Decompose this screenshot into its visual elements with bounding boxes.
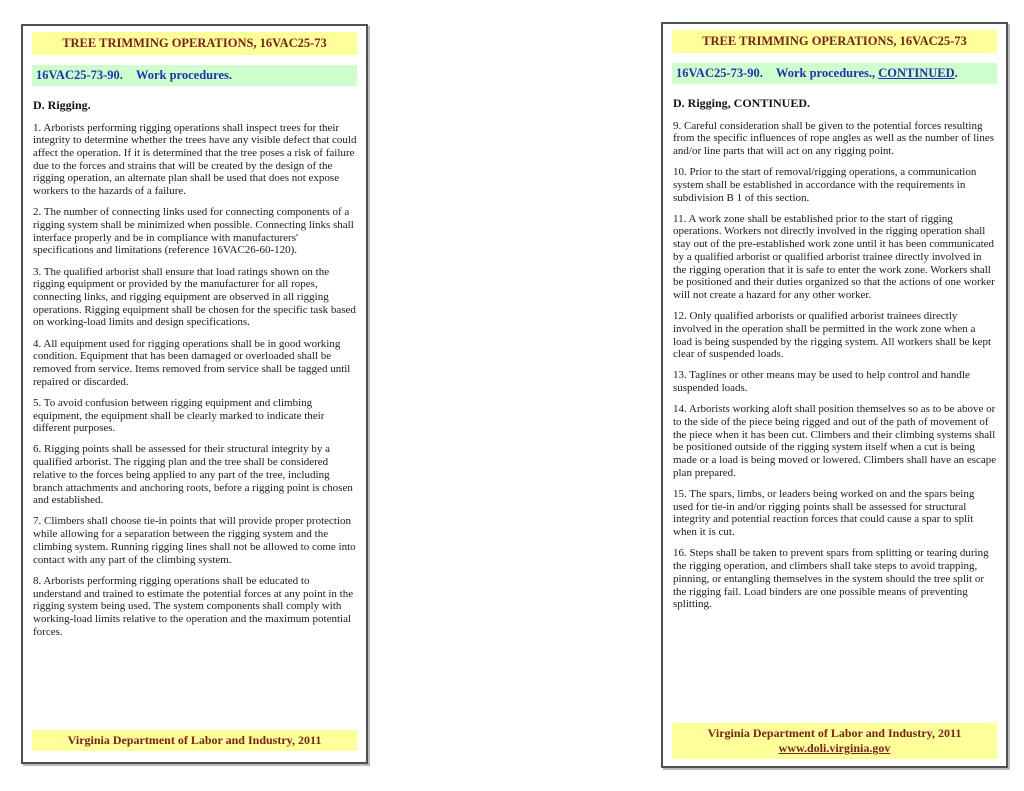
paragraph: 5. To avoid confusion between rigging equipment and climbing equipment, the equipment shall be clearly marked to indicate their different purposes.: [33, 396, 325, 435]
section-title: Work procedures.: [135, 68, 232, 82]
page-footer: [672, 723, 997, 759]
page-right: [661, 22, 1008, 768]
paragraph: 1. Arborists performing rigging operations shall inspect trees for their integrity to determine whether the trees have any visible defect that could affect the operation. If it is determined that the tree poses a risk of failure due to the forces and strains that will be created by the design of the rigging operation, an alternate plan shall be used that does not expose workers to the hazards of a failure.: [33, 121, 357, 198]
paragraph: 10. Prior to the start of removal/rigging operations, a communication system shall be established in accordance with the requirements in subdivision B 1 of this section.: [673, 166, 977, 204]
page-banner-title: TREE TRIMMING OPERATIONS, 16VAC25-73: [672, 30, 997, 53]
paragraph: 3. The qualified arborist shall ensure that load ratings shown on the rigging equipment or provided by the manufacturer for all ropes, connecting links, and rigging equipment are observed in all rigging operations. Rigging equipment shall be chosen for the specific task based on working-load limits and design specifications.: [33, 265, 356, 329]
subsection-heading: D. Rigging.: [33, 98, 91, 112]
paragraph: 16. Steps shall be taken to prevent spars from splitting or tearing during the rigging operation, and climbers shall take steps to avoid trapping, pinning, or entangling themselves in the system should the tree split or the rigging fail. Load binders are one possible means of preventing splitting.: [673, 547, 989, 611]
paragraph: 14. Arborists working aloft shall position themselves so as to be above or to the side of the piece being rigged and out of the path of movement of the piece when it has been cut. Climbers and their climbing systems shall be positioned outside of the rigging system itself when a cut is being made or a load is being moved or lowered. Climbers shall have an escape plan prepared.: [673, 403, 997, 479]
section-code: 16VAC25-73-90.: [676, 66, 763, 80]
section-heading: [672, 63, 997, 84]
paragraph: 9. Careful consideration shall be given to the potential forces resulting from the specific influences of rope angles as well as the number of lines and/or line parts that will act on any rigging point.: [673, 119, 995, 157]
paragraph: 15. The spars, limbs, or leaders being worked on and the spars being used for tie-in and/or rigging points shall be assessed for structural integrity and potential reaction forces that could cause a spar to split when it is cut.: [673, 488, 975, 539]
paragraph: 2. The number of connecting links used for connecting components of a rigging system shall be minimized when possible. Connecting links shall interface properly and be in compliance with manufacturers' specifications and limitations (reference 16VAC26-60-120).: [33, 206, 354, 257]
section-suffix: .: [954, 66, 958, 80]
page-body: [672, 120, 997, 611]
section-code: 16VAC25-73-90.: [36, 68, 123, 82]
section-continued-label: CONTINUED: [878, 66, 955, 80]
page-footer: [32, 730, 357, 751]
section-title: Work procedures.,: [775, 66, 876, 80]
paragraph: 11. A work zone shall be established prior to the start of rigging operations. Workers not directly involved in the rigging operation shall stay out of the pre-established work zone until it has been communicated by a qualified arborist or qualified arborist trainee directly involved in the rigging operation that it is safe to enter the work zone. Workers shall be positioned and their duties organized so that the actions of one worker will not create a hazard for any other worker.: [673, 212, 995, 301]
paragraph: 8. Arborists performing rigging operations shall be educated to understand and trained to estimate the potential forces at any point in the rigging system being used. The system components shall comply with working-load limits relative to the operation and the maximum potential forces.: [33, 574, 354, 638]
section-heading: [32, 65, 357, 86]
page-banner-title: TREE TRIMMING OPERATIONS, 16VAC25-73: [32, 32, 357, 55]
footer-line: Virginia Department of Labor and Industry, 2011: [67, 733, 322, 747]
footer-line: Virginia Department of Labor and Industry, 2011: [707, 726, 962, 740]
paragraph: 6. Rigging points shall be assessed for their structural integrity by a qualified arborist. The rigging plan and the tree shall be considered relative to the forces being applied to any part of the tree, including branch attachments and anchoring roots, before a rigging point is chosen and established.: [33, 443, 353, 507]
page-left: [21, 24, 368, 764]
paragraph: 13. Taglines or other means may be used to help control and handle suspended loads.: [673, 369, 970, 395]
paragraph: 7. Climbers shall choose tie-in points that will provide proper protection while allowing for a separation between the rigging system and the climbing system. Running rigging lines shall not be allowed to come into contact with any part of the climbing system.: [33, 515, 356, 566]
page-body: [32, 122, 357, 639]
subsection-heading: D. Rigging, CONTINUED.: [673, 96, 811, 110]
footer-website-link: www.doli.virginia.gov: [778, 741, 891, 755]
paragraph: 4. All equipment used for rigging operations shall be in good working condition. Equipment that has been damaged or overloaded shall be removed from service. Items removed from service shall be tagged until repaired or discarded.: [33, 337, 351, 388]
paragraph: 12. Only qualified arborists or qualified arborist trainees directly involved in the operation shall be permitted in the work zone when a load is being suspended by the rigging system. All workers shall be kept clear of suspended loads.: [673, 310, 992, 361]
